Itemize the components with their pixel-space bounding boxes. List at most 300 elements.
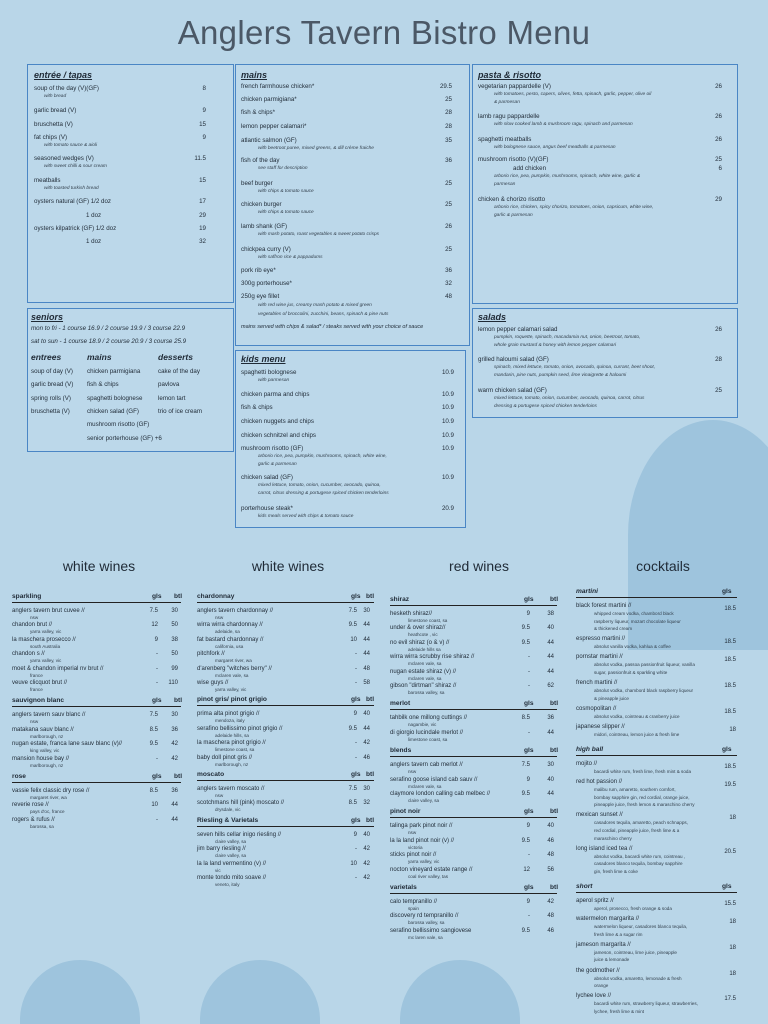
wine-name: scotchmans hill (pink) moscato // (197, 800, 285, 807)
wine-price-glass: 9.5 (521, 639, 530, 646)
wine-region: nsw (408, 830, 417, 836)
section-rule (390, 817, 557, 818)
wine-name: nocton vineyard estate range // (390, 866, 473, 873)
menu-item-price: 10.9 (441, 404, 454, 411)
wine-name: anglers tavern moscato // (197, 786, 265, 792)
wine-region: yarra valley, vic (408, 859, 440, 865)
wine-region: margaret river, wa (30, 795, 67, 800)
gls-header: gls (351, 696, 361, 704)
wine-name: sticks pinot noir // (390, 852, 437, 859)
wine-region: mclaren vale, sa (408, 661, 442, 667)
cocktail-price: 18.5 (724, 708, 736, 715)
wine-section-heading: merlot (390, 700, 411, 708)
menu-item-desc: mixed lettuce, tomato, onion, cucumber, avocado, quinoa, (258, 483, 381, 488)
wine-price-bottle: 40 (547, 625, 554, 632)
cocktail-name: espresso martini // (576, 636, 626, 643)
gls-header: gls (722, 746, 732, 753)
menu-item-price: 29 (715, 196, 722, 203)
cocktail-name: aperol spritz // (576, 898, 614, 904)
cocktail-ingredients: absolut vodka, passoa passionfruit liqueur, vanilla (594, 662, 695, 668)
menu-item-price: 25 (445, 96, 452, 103)
cocktail-ingredients: juice & lemonade (594, 957, 630, 963)
menu-item-price: 19 (199, 225, 206, 232)
cocktail-ingredients: absolut vodka, chambord black raspberry liqueur (594, 688, 694, 694)
wine-price-glass: 10 (151, 802, 158, 809)
wine-name: fat bastard chardonnay // (197, 636, 264, 643)
wine-price-bottle: 36 (547, 715, 554, 722)
wine-price-glass: 7.5 (348, 786, 357, 792)
wine-region: barossa valley, sa (408, 920, 445, 926)
wine-price-glass: - (156, 651, 158, 658)
cocktail-name: cosmopolitan // (576, 705, 617, 712)
wine-name: serafino bellissimo pinot grigio // (197, 725, 283, 732)
steak-sauce-note: vegetables of broccolini, zucchini, beans, spinach & pine nuts (258, 312, 389, 317)
menu-item-name: atlantic salmon (GF) (241, 137, 297, 144)
menu-item-price: 48 (445, 293, 452, 300)
section-rule (12, 706, 181, 707)
menu-item-price: 32 (199, 238, 206, 245)
cocktail-price: 17.5 (724, 996, 736, 1003)
decor-arch (20, 960, 140, 1024)
wine-region: heathcote , vic (408, 632, 438, 638)
wine-name: hesketh shiraz// (390, 611, 433, 617)
wine-price-bottle: 56 (547, 866, 554, 873)
menu-item-name: seasoned wedges (V) (34, 155, 94, 162)
wine-region: mclaren vale, sa (215, 672, 249, 678)
wine-name: nugan estate shiraz (v) // (390, 668, 457, 675)
wine-section-heading: shiraz (390, 596, 410, 603)
section-rule (576, 892, 737, 893)
menu-item-desc: parmesan (494, 182, 516, 187)
cocktail-name: lychee love // (576, 993, 612, 1000)
menu-item-desc: with saffron rice & pappadums (258, 255, 323, 260)
cocktail-ingredients: & thickened cream (594, 626, 633, 632)
wine-section-heading: varietals (390, 884, 417, 891)
wine-section-heading: pinot noir (390, 808, 421, 816)
menu-item-name: 1 doz (86, 238, 102, 245)
menu-item-price: 29 (199, 212, 206, 219)
menu-item-price: 36 (445, 157, 452, 164)
menu-item-desc: with parmesan (258, 378, 290, 383)
wine-region: adelaide, sa (215, 629, 240, 635)
wine-price-bottle: 40 (363, 831, 370, 838)
cocktail-ingredients: lychee, fresh lime & mint (594, 1008, 645, 1014)
wine-region: limestone coast, sa (408, 618, 448, 623)
gls-header: gls (351, 593, 361, 600)
cocktail-ingredients: fresh lime & a sugar rim (594, 931, 643, 937)
section-heading: seniors (31, 312, 64, 322)
wine-name: serafino bellissimo sangiovese (390, 927, 472, 934)
wine-price-glass: 9.5 (348, 622, 357, 629)
wine-price-glass: 9.5 (149, 741, 158, 748)
wine-name: anglers tavern sauv blanc // (12, 712, 86, 719)
wine-name: jim barry riesling // (197, 846, 246, 853)
wine-price-glass: 10 (350, 636, 357, 643)
menu-item-price: 26 (715, 113, 722, 120)
wine-price-bottle: 46 (363, 754, 370, 761)
gls-header: gls (152, 773, 162, 780)
wine-price-glass: - (355, 846, 357, 853)
menu-item-desc: with tomatoes, pesto, capers, olives, fetta, spinach, garlic, pepper, olive oil (494, 92, 652, 97)
wine-region: victoria (408, 844, 423, 850)
wine-price-bottle: 44 (171, 816, 178, 823)
wine-price-glass: 9.5 (521, 791, 530, 797)
wine-name: anglers tavern chardonnay // (197, 608, 274, 614)
wine-price-bottle: 40 (547, 776, 554, 783)
gls-header: gls (524, 747, 534, 755)
wine-price-bottle: 110 (168, 680, 178, 686)
cocktail-price: 19.5 (724, 782, 736, 789)
wine-name: nugan estate, franca lane sauv blanc (v)// (12, 741, 123, 748)
wine-name: anglers tavern cab merlot // (390, 762, 463, 769)
cocktail-name: mojito // (576, 761, 598, 767)
section-rule (390, 605, 557, 606)
menu-item-desc: mandarin, pine nuts, pumpkin seed, lime vinaigrette & haloumi (494, 373, 627, 378)
drinks-column-title: red wines (449, 558, 509, 574)
menu-item-name: lamb shank (GF) (241, 223, 288, 230)
menu-item-name: chicken salad (GF) (241, 474, 293, 481)
wine-price-glass: 9 (353, 831, 357, 838)
wine-price-glass: 10 (350, 860, 357, 867)
wine-price-bottle: 30 (363, 608, 370, 614)
menu-item-price: 25 (445, 180, 452, 187)
cocktail-ingredients: whipped cream vodka, chambord black (594, 611, 674, 616)
cocktail-ingredients: absolut vodka, cointreau & cranberry juice (594, 713, 680, 719)
wine-name: veuve clicquot brut // (12, 680, 68, 686)
decor-arch (400, 960, 520, 1024)
wine-region: yarra valley, vic (30, 629, 62, 635)
menu-item-name: mushroom risotto (GF) (241, 445, 304, 452)
wine-name: discovery rd tempranillo // (390, 913, 459, 920)
wine-price-glass: 8.5 (149, 788, 158, 794)
menu-item-desc: with bolognese sauce, angus beef meatballs & parmesan (494, 145, 616, 150)
wine-price-bottle: 42 (363, 860, 370, 867)
cocktail-price: 18.5 (724, 764, 736, 770)
wine-price-glass: - (156, 755, 158, 762)
wine-region: barossa, sa (30, 823, 54, 829)
cocktail-price: 18 (729, 726, 736, 733)
menu-item-name: chicken burger (241, 201, 282, 208)
wine-region: claire valley, sa (215, 838, 247, 844)
wine-region: adelaide hills, sa (215, 732, 249, 738)
cocktail-ingredients: gin, fresh lime & coke (594, 868, 638, 874)
wine-name: d'arenberg "witches berry" // (197, 665, 272, 672)
menu-item-name: vegetarian pappardelle (V) (478, 83, 551, 90)
wine-region: california, usa (215, 643, 244, 649)
wine-region: yarra valley, vic (30, 658, 62, 664)
wine-name: gibson "dirtman" shiraz // (390, 683, 457, 689)
section-rule (197, 602, 374, 603)
wine-price-glass: 9.5 (521, 927, 530, 934)
cocktail-price: 18.5 (724, 657, 736, 664)
cocktail-ingredients: watermelon liqueur, casadores blanco tequila, (594, 924, 688, 930)
cocktail-ingredients: sugar, passionfruit & sparkling white (594, 670, 668, 675)
wine-name: calo tempranillo // (390, 899, 438, 905)
wine-section-heading: moscato (197, 771, 225, 778)
wine-region: mendoza, italy (215, 718, 245, 724)
wine-price-glass: - (355, 665, 357, 672)
menu-item-desc: with tomato sauce & aioli (44, 143, 98, 148)
menu-item-desc: see staff for description (258, 166, 308, 171)
wine-price-glass: - (528, 668, 530, 675)
wine-name: la la land pinot noir (v) // (390, 837, 455, 844)
seniors-entree: garlic bread (V) (31, 381, 74, 389)
page-title: Anglers Tavern Bistro Menu (177, 14, 591, 51)
cocktail-name: mexican sunset // (576, 812, 623, 819)
menu-item-desc: with bread (44, 94, 67, 99)
btl-header: btl (550, 884, 559, 891)
section-rule (12, 782, 181, 783)
gls-header: gls (722, 883, 732, 890)
wine-price-bottle: 42 (363, 846, 370, 853)
wine-region: marlborough, nz (30, 762, 64, 768)
mains-footnote: mains served with chips & salad* / steaks served with your choice of sauce (241, 324, 424, 330)
wine-price-glass: - (355, 740, 357, 747)
wine-region: margaret river, wa (215, 658, 252, 664)
seniors-dessert: pavlova (158, 381, 180, 389)
gls-header: gls (722, 588, 732, 595)
menu-item-desc: with chips & tomato sauce (258, 210, 314, 215)
menu-item-price: 6 (718, 165, 722, 172)
menu-item-price: 25 (715, 387, 722, 394)
menu-item-name: beef burger (241, 180, 273, 187)
cocktail-ingredients: bombay sapphire gin, red cordial, orange juice, (594, 794, 690, 800)
wine-region: nsw (215, 615, 224, 620)
steak-sauce-note: with red wine jus, creamy mash potato & mixed green (258, 303, 372, 308)
wine-price-glass: 9.5 (348, 725, 357, 732)
wine-price-bottle: 44 (547, 654, 554, 661)
cocktail-price: 15.5 (724, 901, 736, 907)
menu-item-price: 15 (199, 121, 206, 128)
menu-item-price: 10.9 (441, 445, 454, 452)
menu-item-price: 10.9 (441, 432, 454, 439)
cocktail-ingredients: red cordial, pineapple juice, fresh lime & a (594, 828, 680, 833)
seniors-main: chicken parmigiana (87, 368, 141, 375)
menu-item-desc: with beetroot puree, mixed greens, & dill crème fraiche (258, 146, 374, 151)
wine-name: baby doll pinot gris // (197, 754, 253, 761)
menu-item-name: mushroom risotto (V)(GF) (478, 156, 549, 163)
section-heading: mains (241, 70, 268, 80)
wine-region: mc laren vale, sa (408, 934, 443, 940)
seniors-dessert: cake of the day (158, 368, 200, 375)
menu-item-name: fish & chips* (241, 109, 276, 116)
wine-price-bottle: 44 (547, 639, 554, 646)
wine-name: matakana sauv blanc // (12, 726, 74, 733)
wine-price-glass: - (156, 680, 158, 686)
seniors-col-heading: mains (87, 352, 112, 362)
btl-header: btl (550, 596, 559, 603)
wine-region: veneto, italy (215, 882, 240, 887)
menu-item-price: 17 (199, 198, 206, 205)
menu-item-price: 8 (202, 85, 206, 92)
section-rule (390, 756, 557, 757)
menu-item-name: garlic bread (V) (34, 107, 77, 114)
menu-item-price: 26 (445, 223, 452, 230)
menu-item-price: 25 (715, 156, 722, 163)
menu-item-name: warm chicken salad (GF) (478, 387, 547, 394)
wine-price-glass: 9.5 (521, 837, 530, 844)
menu-item-desc: mixed lettuce, tomato, onion, cucumber, avocado, quinoa, carrot, citrus (494, 396, 645, 401)
menu-item-name: bruschetta (V) (34, 121, 73, 128)
menu-item-name: spaghetti bolognese (241, 369, 297, 376)
wine-price-bottle: 99 (171, 665, 178, 672)
menu-item-price: 32 (445, 280, 452, 287)
section-rule (576, 755, 737, 756)
wine-price-bottle: 44 (547, 668, 554, 675)
wine-price-bottle: 42 (547, 899, 554, 905)
menu-item-name: chicken nuggets and chips (241, 418, 314, 425)
drinks-column-title: cocktails (636, 558, 690, 574)
menu-item-desc: & parmesan (494, 100, 520, 105)
btl-header: btl (366, 593, 375, 600)
menu-item-name: fish of the day (241, 157, 280, 164)
wine-price-glass: 9 (526, 899, 530, 905)
wine-price-glass: 8.5 (149, 726, 158, 733)
menu-item-price: 26 (715, 136, 722, 143)
gls-header: gls (524, 808, 534, 816)
cocktail-name: jameson margarita // (576, 941, 631, 948)
menu-item-price: 10.9 (441, 391, 454, 398)
cocktail-price: 18.5 (724, 639, 736, 646)
wine-name: vassie felix classic dry rose // (12, 788, 90, 794)
cocktail-name: pornstar martini // (576, 654, 623, 661)
wine-name: seven hills cellar inigo riesling // (197, 831, 282, 838)
cocktail-ingredients: absolut vanilla vodka, kahlua & coffee (594, 644, 671, 650)
wine-price-bottle: 44 (547, 791, 554, 797)
section-heading: salads (478, 312, 507, 322)
cocktail-ingredients: raspberry liqueur, mozart chocolate liqueur (594, 618, 681, 624)
btl-header: btl (366, 771, 375, 778)
wine-name: serafino goose island cab sauv // (390, 776, 478, 783)
wine-price-bottle: 44 (363, 636, 370, 643)
wine-region: coal river valley, tas (408, 873, 448, 879)
section-heading: pasta & risotto (478, 70, 542, 80)
wine-name: pitchfork // (197, 651, 225, 658)
menu-item-name: fat chips (V) (34, 134, 68, 141)
seniors-pricing: mon to fri - 1 course 16.9 / 2 course 19.9 / 3 course 22.9 (31, 325, 186, 332)
wine-price-glass: - (528, 654, 530, 661)
menu-item-price: 9 (202, 134, 206, 141)
menu-item-name: oysters kilpatrick (GF) 1/2 doz (34, 225, 117, 232)
menu-item-name: oysters natural (GF) 1/2 doz (34, 198, 112, 205)
cocktail-name: red hot passion // (576, 779, 623, 786)
wine-name: chandon brut // (12, 622, 53, 629)
wine-price-glass: - (355, 875, 357, 881)
wine-region: france (30, 672, 43, 678)
wine-name: di giorgio lucindale merlot // (390, 729, 464, 736)
wine-name: moet & chandon imperial nv brut // (12, 665, 104, 672)
wine-price-bottle: 42 (363, 740, 370, 747)
seniors-main: fish & chips (87, 381, 119, 389)
menu-item-price: 29.5 (439, 83, 452, 90)
cocktail-ingredients: jameson, cointreau, lime juice, pineapple (594, 949, 677, 955)
gls-header: gls (351, 816, 361, 824)
cocktail-ingredients: malibu rum, amaretto, southern comfort, (594, 787, 676, 793)
wine-region: nsw (30, 719, 39, 725)
section-rule (576, 597, 737, 598)
gls-header: gls (524, 596, 534, 603)
wine-price-glass: 7.5 (348, 608, 357, 614)
wine-price-bottle: 44 (547, 729, 554, 736)
menu-item-name: meatballs (34, 177, 61, 184)
btl-header: btl (550, 700, 559, 708)
cocktail-price: 20.5 (724, 848, 736, 855)
wine-price-glass: 12 (151, 622, 158, 629)
wine-price-glass: 9 (154, 636, 158, 643)
decor-arch (200, 960, 320, 1024)
menu-item-name: grilled haloumi salad (GF) (478, 356, 549, 363)
menu-item-name: add chicken (513, 165, 547, 172)
menu-item-desc: whole grain mustard & honey with lemon pepper calamari (494, 343, 617, 348)
wine-name: monte tondo mito soave // (197, 875, 267, 881)
wine-price-glass: - (355, 651, 357, 658)
gls-header: gls (351, 771, 361, 778)
seniors-main: chicken salad (GF) (87, 407, 139, 415)
wine-price-glass: - (355, 754, 357, 761)
menu-item-name: chicken schnitzel and chips (241, 432, 316, 439)
cocktail-price: 18 (729, 919, 736, 926)
drinks-column-title: white wines (251, 558, 325, 574)
section-rule (390, 709, 557, 710)
wine-region: yarra valley, vic (215, 687, 247, 692)
wine-section-heading: sauvignon blanc (12, 697, 65, 705)
menu-item-desc: with toasted turkish bread (44, 186, 99, 191)
cocktail-ingredients: bacardi white rum, strawberry liqueur, strawberries, (594, 1001, 698, 1007)
btl-header: btl (174, 593, 183, 600)
wine-price-bottle: 44 (363, 651, 370, 658)
wine-region: spain (408, 906, 419, 911)
wine-name: wise guys // (197, 680, 229, 686)
wine-price-bottle: 30 (171, 712, 178, 719)
menu-item-desc: arborio rice, chicken, spicy chorizo, tomatoes, onion, capsicum, white wine, (494, 205, 654, 210)
wine-region: vic (215, 867, 221, 873)
wine-region: nsw (30, 615, 39, 620)
gls-header: gls (152, 593, 162, 600)
wine-price-glass: 7.5 (521, 762, 530, 769)
wine-price-bottle: 50 (171, 622, 178, 629)
section-rule (12, 602, 181, 603)
wine-price-glass: - (156, 665, 158, 672)
cocktail-ingredients: & pineapple juice (594, 695, 629, 701)
wine-price-bottle: 30 (363, 786, 370, 792)
menu-item-desc: arborio rice, pea, pumpkin, mushrooms, spinach, white wine, garlic & (494, 174, 641, 179)
wine-price-bottle: 36 (171, 726, 178, 733)
menu-item-desc: pumpkin, roquette, spinach, macadamia nut, onion, beetroot, tomato, (494, 335, 641, 340)
wine-region: mclaren vale, sa (408, 675, 442, 681)
seniors-col-heading: entrees (31, 352, 62, 362)
cocktail-ingredients: absolut vodka, amaretto, lemonade & fresh (594, 975, 682, 981)
wine-price-bottle: 40 (363, 711, 370, 718)
menu-item-price: 11.5 (194, 155, 206, 162)
wine-price-bottle: 36 (171, 788, 178, 794)
wine-region: claire valley, sa (215, 853, 247, 859)
wine-name: rogers & rufus // (12, 816, 55, 823)
wine-price-bottle: 48 (363, 665, 370, 672)
wine-name: wirra wirra chardonnay // (197, 622, 263, 629)
cocktail-price: 18.5 (724, 683, 736, 690)
menu-item-desc: kids meals served with chips & tomato sauce (258, 514, 354, 519)
wine-price-bottle: 44 (363, 622, 370, 629)
menu-item-name: spaghetti meatballs (478, 136, 532, 143)
wine-region: nagambie, vic (408, 722, 437, 728)
wine-price-bottle: 42 (171, 755, 178, 762)
wine-region: france (30, 687, 43, 692)
wine-name: tahbilk one millong cuttings // (390, 715, 468, 722)
menu-item-price: 28 (715, 356, 722, 363)
cocktail-name: black forest martini // (576, 603, 632, 609)
wine-price-glass: - (355, 680, 357, 686)
wine-name: no evil shiraz (o & v) // (390, 639, 450, 646)
